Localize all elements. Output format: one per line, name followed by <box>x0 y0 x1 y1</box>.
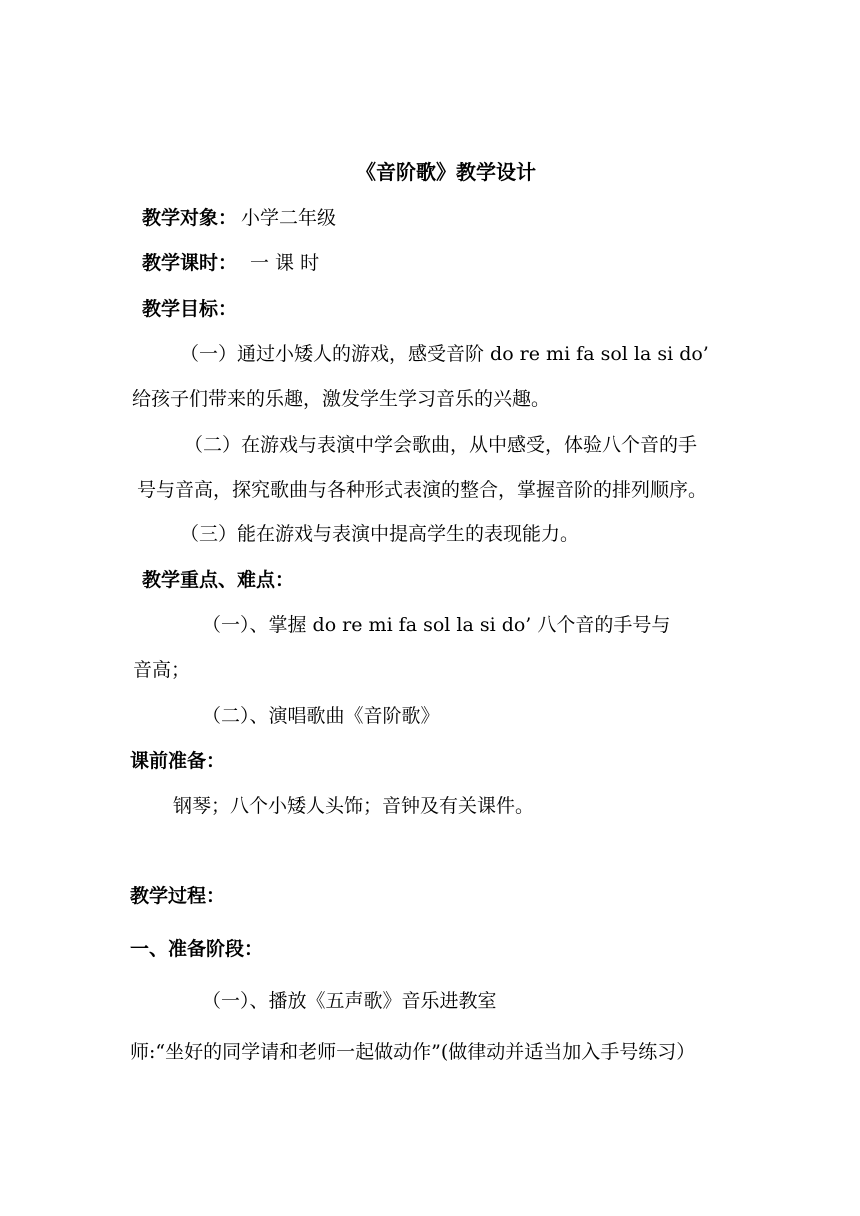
prep-label: 课前准备： <box>130 750 226 772</box>
focus-2: （二）、演唱歌曲《音阶歌》 <box>202 705 440 727</box>
goal-2-line-2: 号与音高，探究歌曲与各种形式表演的整合，掌握音阶的排列顺序。 <box>137 479 708 501</box>
prep-text: 钢琴；八个小矮人头饰；音钟及有关课件。 <box>173 795 535 817</box>
hours-value: 一 课 时 <box>250 252 320 274</box>
focus-1-line-1: （一）、掌握 do re mi fa sol la si do’ 八个音的手号与 <box>202 614 671 636</box>
goal-2-line-1: （二）在游戏与表演中学会歌曲，从中感受，体验八个音的手 <box>184 434 698 456</box>
target-label: 教学对象： <box>142 207 238 229</box>
page-title: 《音阶歌》教学设计 <box>356 160 536 184</box>
hours-label: 教学课时： <box>142 252 238 274</box>
focus-label: 教学重点、难点： <box>142 569 295 591</box>
teacher-line: 师:“坐好的同学请和老师一起做动作”(做律动并适当加入手号练习） <box>130 1041 696 1063</box>
stage-1-heading: 一、准备阶段： <box>130 938 264 960</box>
focus-1-line-2: 音高； <box>133 659 191 681</box>
process-label: 教学过程： <box>130 885 226 907</box>
goal-1-line-2: 给孩子们带来的乐趣，激发学生学习音乐的兴趣。 <box>132 388 551 410</box>
goal-1-line-1: （一）通过小矮人的游戏，感受音阶 do re mi fa sol la si do’ <box>180 343 709 365</box>
goals-label: 教学目标： <box>142 298 238 320</box>
goal-3: （三）能在游戏与表演中提高学生的表现能力。 <box>180 523 580 545</box>
target-value: 小学二年级 <box>241 207 337 229</box>
step-1: （一）、播放《五声歌》音乐进教室 <box>202 990 497 1012</box>
